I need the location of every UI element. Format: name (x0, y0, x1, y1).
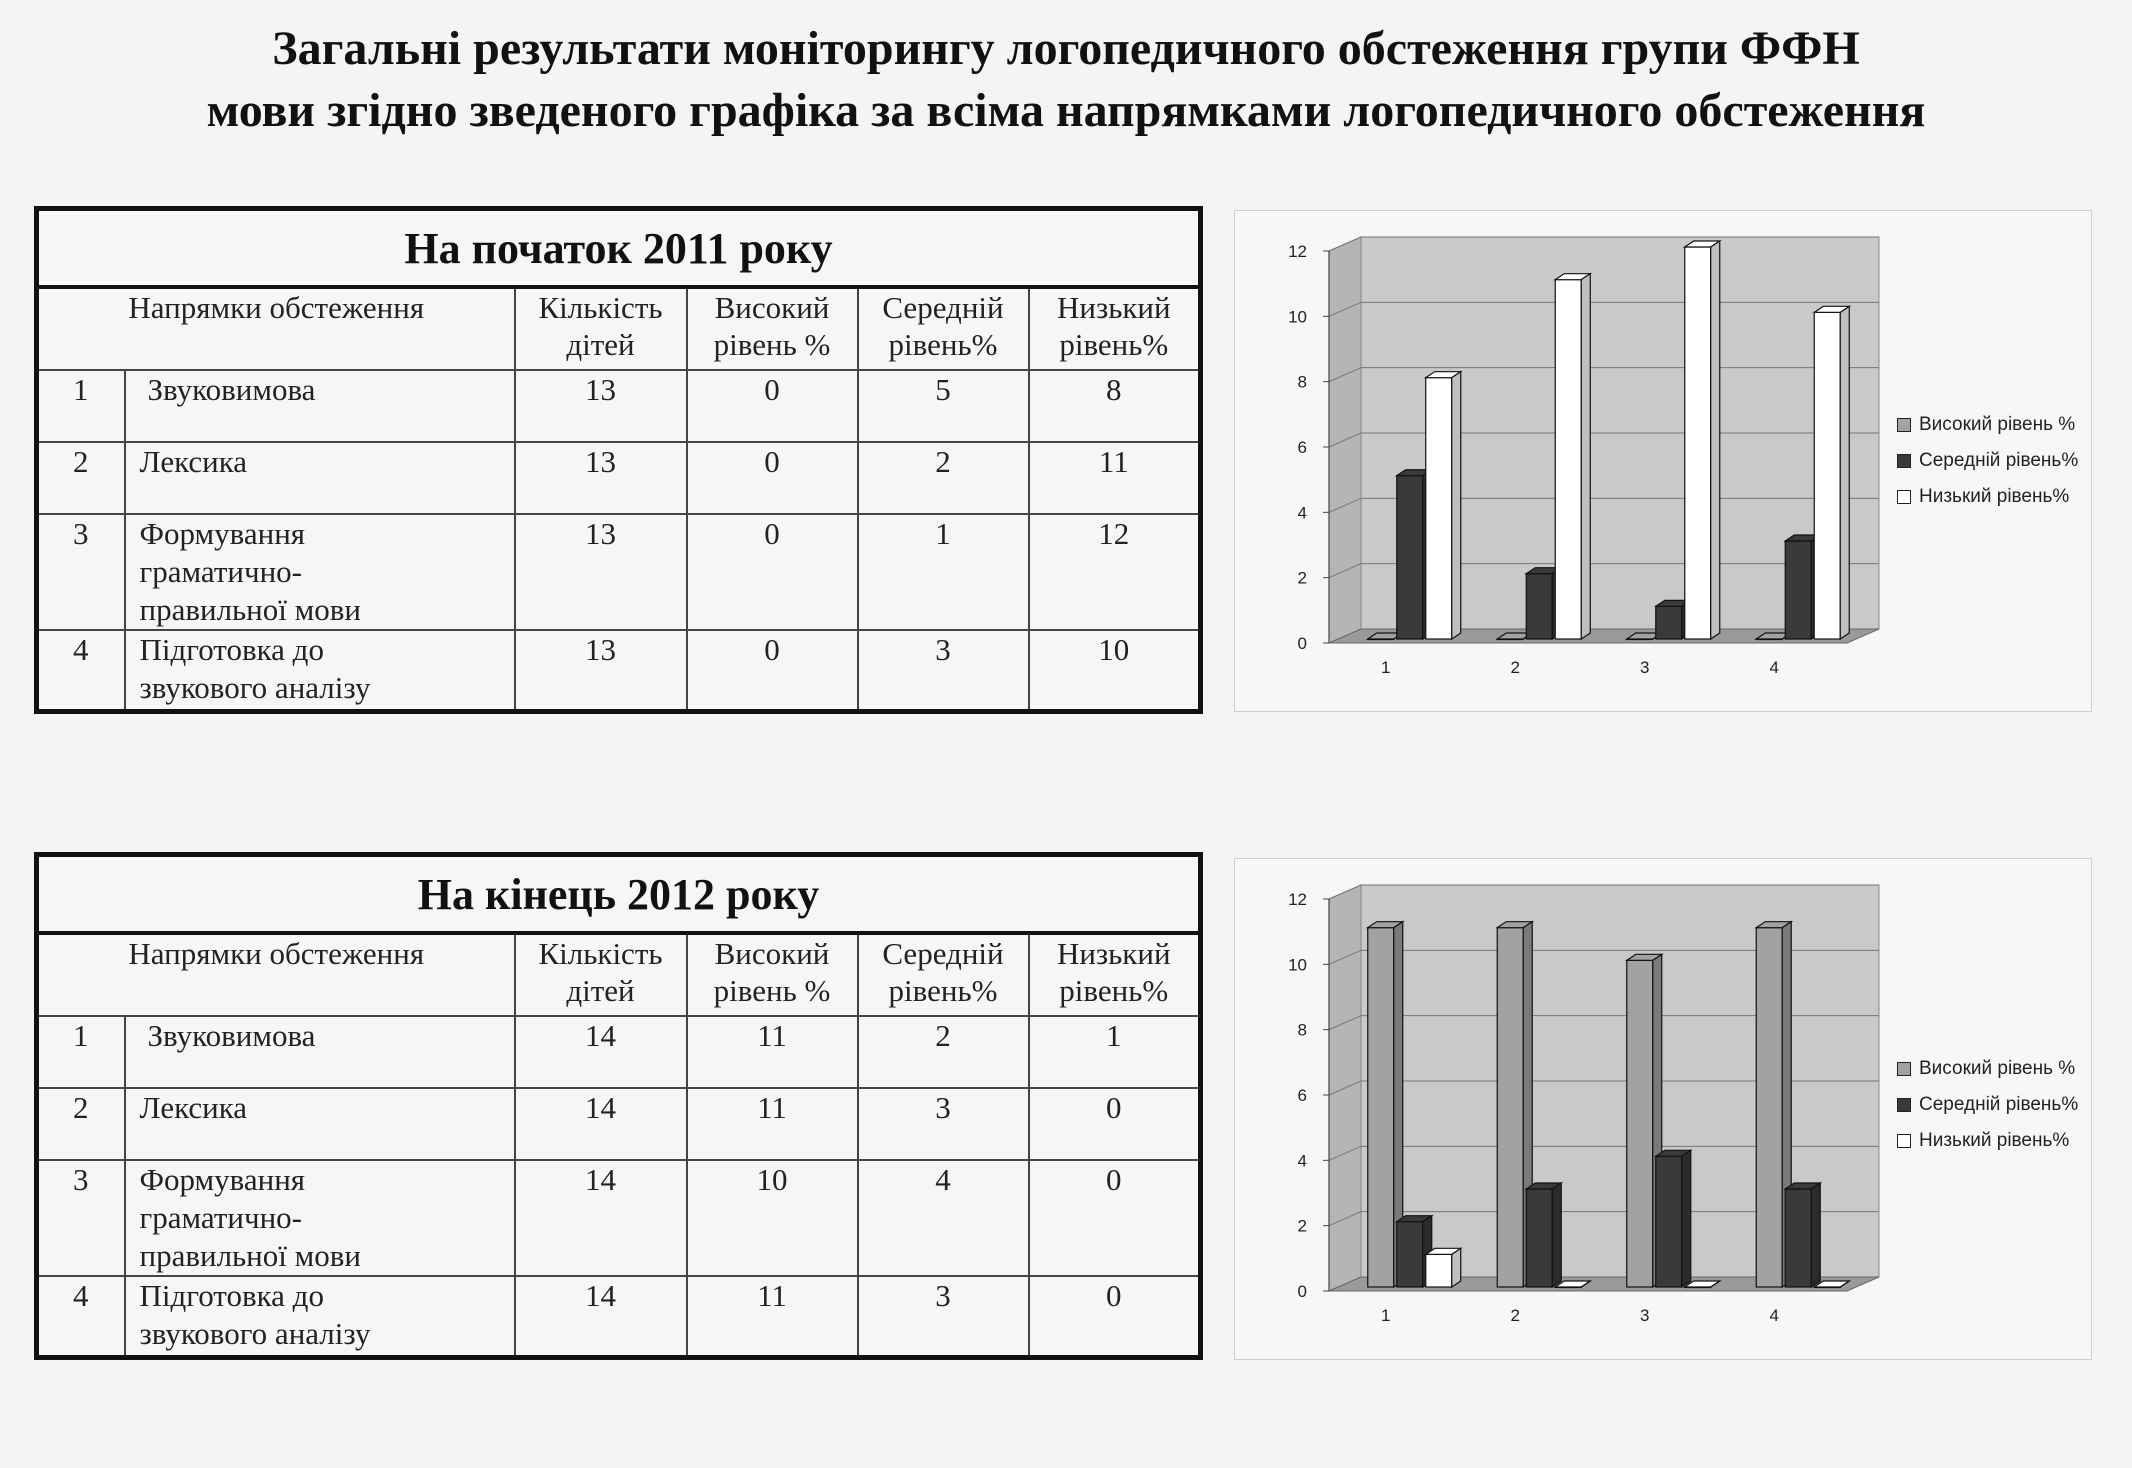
row-number: 4 (37, 630, 125, 712)
y-tick-label: 12 (1288, 242, 1307, 261)
legend-label: Високий рівень % (1919, 1058, 2076, 1079)
bar (1785, 1189, 1811, 1287)
bar (1756, 928, 1782, 1287)
bar (1497, 928, 1523, 1287)
legend-item-medium (1897, 1087, 2078, 1123)
row-count: 13 (515, 514, 687, 630)
bar (1526, 574, 1552, 639)
row-number: 1 (37, 370, 125, 442)
table-title: На кінець 2012 року (37, 855, 1201, 934)
legend-label: Середній рівень% (1919, 1094, 2079, 1115)
bar (1685, 247, 1711, 639)
row-name: Звуковимова (125, 1016, 515, 1088)
row-high: 11 (687, 1088, 858, 1160)
row-medium: 3 (858, 1276, 1029, 1358)
x-tick-label: 1 (1381, 658, 1391, 677)
table-title: На початок 2011 року (37, 209, 1201, 288)
bar-side (1840, 306, 1849, 639)
x-tick-label: 1 (1381, 1306, 1391, 1325)
y-tick-label: 4 (1297, 503, 1307, 523)
row-medium: 4 (858, 1160, 1029, 1276)
row-count: 14 (515, 1016, 687, 1088)
row-count: 13 (515, 442, 687, 514)
y-tick-label: 10 (1288, 955, 1307, 975)
bar-side (1452, 1248, 1461, 1287)
row-number: 2 (37, 442, 125, 514)
bar (1785, 541, 1811, 639)
bar (1397, 476, 1423, 639)
bar (1656, 1156, 1682, 1287)
row-high: 0 (687, 370, 858, 442)
row-number: 3 (37, 514, 125, 630)
row-name: Лексика (125, 1088, 515, 1160)
bar (1627, 960, 1653, 1287)
row-medium: 1 (858, 514, 1029, 630)
row-high: 0 (687, 514, 858, 630)
bar (1555, 280, 1581, 639)
table-row (37, 442, 1201, 514)
legend-swatch (1897, 1098, 1911, 1112)
chart-2012 (1234, 858, 2092, 1360)
bar (1397, 1222, 1423, 1287)
bar-side (1552, 1183, 1561, 1287)
legend-swatch (1897, 454, 1911, 468)
row-medium: 2 (858, 442, 1029, 514)
bar-side (1682, 1150, 1691, 1287)
x-tick-label: 4 (1769, 1306, 1779, 1325)
row-name: Лексика (125, 442, 515, 514)
header-count: Кількість дітей (515, 287, 687, 370)
y-tick-label: 0 (1297, 1282, 1307, 1301)
row-high: 11 (687, 1016, 858, 1088)
legend-swatch (1897, 490, 1911, 504)
header-medium: Середній рівень% (858, 933, 1029, 1016)
bar (1426, 378, 1452, 639)
row-name: Звуковимова (125, 370, 515, 442)
bar (1426, 1254, 1452, 1287)
bar (1526, 1189, 1552, 1287)
row-low: 0 (1029, 1160, 1201, 1276)
y-tick-label: 6 (1297, 438, 1307, 457)
row-name: Підготовка до звукового аналізу (125, 1276, 515, 1358)
legend-label: Високий рівень % (1919, 414, 2076, 435)
x-tick-label: 3 (1640, 658, 1650, 677)
title-line-1: Загальні результати моніторингу логопедичного обстеження групи ФФН (272, 22, 1860, 75)
y-tick-label: 4 (1297, 1151, 1307, 1171)
row-low: 8 (1029, 370, 1201, 442)
table-row (37, 1160, 1201, 1276)
table-row (37, 1016, 1201, 1088)
table-row (37, 630, 1201, 712)
table-row (37, 370, 1201, 442)
header-medium: Середній рівень% (858, 287, 1029, 370)
row-number: 4 (37, 1276, 125, 1358)
x-tick-label: 2 (1510, 1306, 1520, 1325)
y-tick-label: 8 (1297, 372, 1307, 392)
legend-item-high (1897, 1051, 2078, 1087)
row-high: 11 (687, 1276, 858, 1358)
legend-item-medium (1897, 443, 2078, 479)
row-count: 14 (515, 1160, 687, 1276)
title-line-2: мови згідно зведеного графіка за всіма напрямками логопедичного обстеження (206, 84, 1926, 137)
header-count: Кількість дітей (515, 933, 687, 1016)
header-directions: Напрямки обстеження (37, 287, 515, 370)
legend-item-low (1897, 1123, 2078, 1159)
chart-2011 (1234, 210, 2092, 712)
row-low: 0 (1029, 1088, 1201, 1160)
row-low: 11 (1029, 442, 1201, 514)
x-tick-label: 4 (1769, 658, 1779, 677)
header-high: Високий рівень % (687, 933, 858, 1016)
chart-legend (1897, 1051, 2078, 1159)
row-name: Підготовка до звукового аналізу (125, 630, 515, 712)
row-medium: 5 (858, 370, 1029, 442)
row-count: 14 (515, 1088, 687, 1160)
row-number: 2 (37, 1088, 125, 1160)
row-medium: 3 (858, 1088, 1029, 1160)
legend-item-low (1897, 479, 2078, 515)
row-low: 1 (1029, 1016, 1201, 1088)
results-table-2011 (34, 206, 1203, 714)
row-count: 14 (515, 1276, 687, 1358)
y-tick-label: 0 (1297, 634, 1307, 653)
table-row (37, 1276, 1201, 1358)
legend-label: Низький рівень% (1919, 1130, 2070, 1151)
bar-side (1581, 274, 1590, 639)
table-row (37, 1088, 1201, 1160)
y-tick-label: 8 (1297, 1020, 1307, 1040)
header-directions: Напрямки обстеження (37, 933, 515, 1016)
y-tick-label: 6 (1297, 1086, 1307, 1105)
bar-side (1711, 241, 1720, 639)
bar-side (1811, 1183, 1820, 1287)
legend-label: Середній рівень% (1919, 450, 2079, 471)
legend-item-high (1897, 407, 2078, 443)
bar-side (1452, 372, 1461, 639)
legend-swatch (1897, 1134, 1911, 1148)
y-tick-label: 2 (1297, 568, 1307, 588)
row-medium: 3 (858, 630, 1029, 712)
row-high: 10 (687, 1160, 858, 1276)
bar (1814, 312, 1840, 639)
y-tick-label: 10 (1288, 307, 1307, 327)
y-tick-label: 12 (1288, 890, 1307, 909)
y-tick-label: 2 (1297, 1216, 1307, 1236)
x-tick-label: 2 (1510, 658, 1520, 677)
row-low: 0 (1029, 1276, 1201, 1358)
row-medium: 2 (858, 1016, 1029, 1088)
row-high: 0 (687, 442, 858, 514)
bar (1656, 606, 1682, 639)
row-number: 3 (37, 1160, 125, 1276)
row-number: 1 (37, 1016, 125, 1088)
results-table-2012 (34, 852, 1203, 1360)
row-name: Формування граматично-правильної мови (125, 514, 515, 630)
x-tick-label: 3 (1640, 1306, 1650, 1325)
chart-legend (1897, 407, 2078, 515)
header-high: Високий рівень % (687, 287, 858, 370)
header-low: Низький рівень% (1029, 287, 1201, 370)
row-low: 10 (1029, 630, 1201, 712)
row-name: Формування граматично-правильної мови (125, 1160, 515, 1276)
header-low: Низький рівень% (1029, 933, 1201, 1016)
row-count: 13 (515, 370, 687, 442)
table-row (37, 514, 1201, 630)
row-count: 13 (515, 630, 687, 712)
legend-label: Низький рівень% (1919, 486, 2070, 507)
legend-swatch (1897, 418, 1911, 432)
legend-swatch (1897, 1062, 1911, 1076)
row-high: 0 (687, 630, 858, 712)
page-title (40, 18, 2092, 142)
row-low: 12 (1029, 514, 1201, 630)
bar (1368, 928, 1394, 1287)
